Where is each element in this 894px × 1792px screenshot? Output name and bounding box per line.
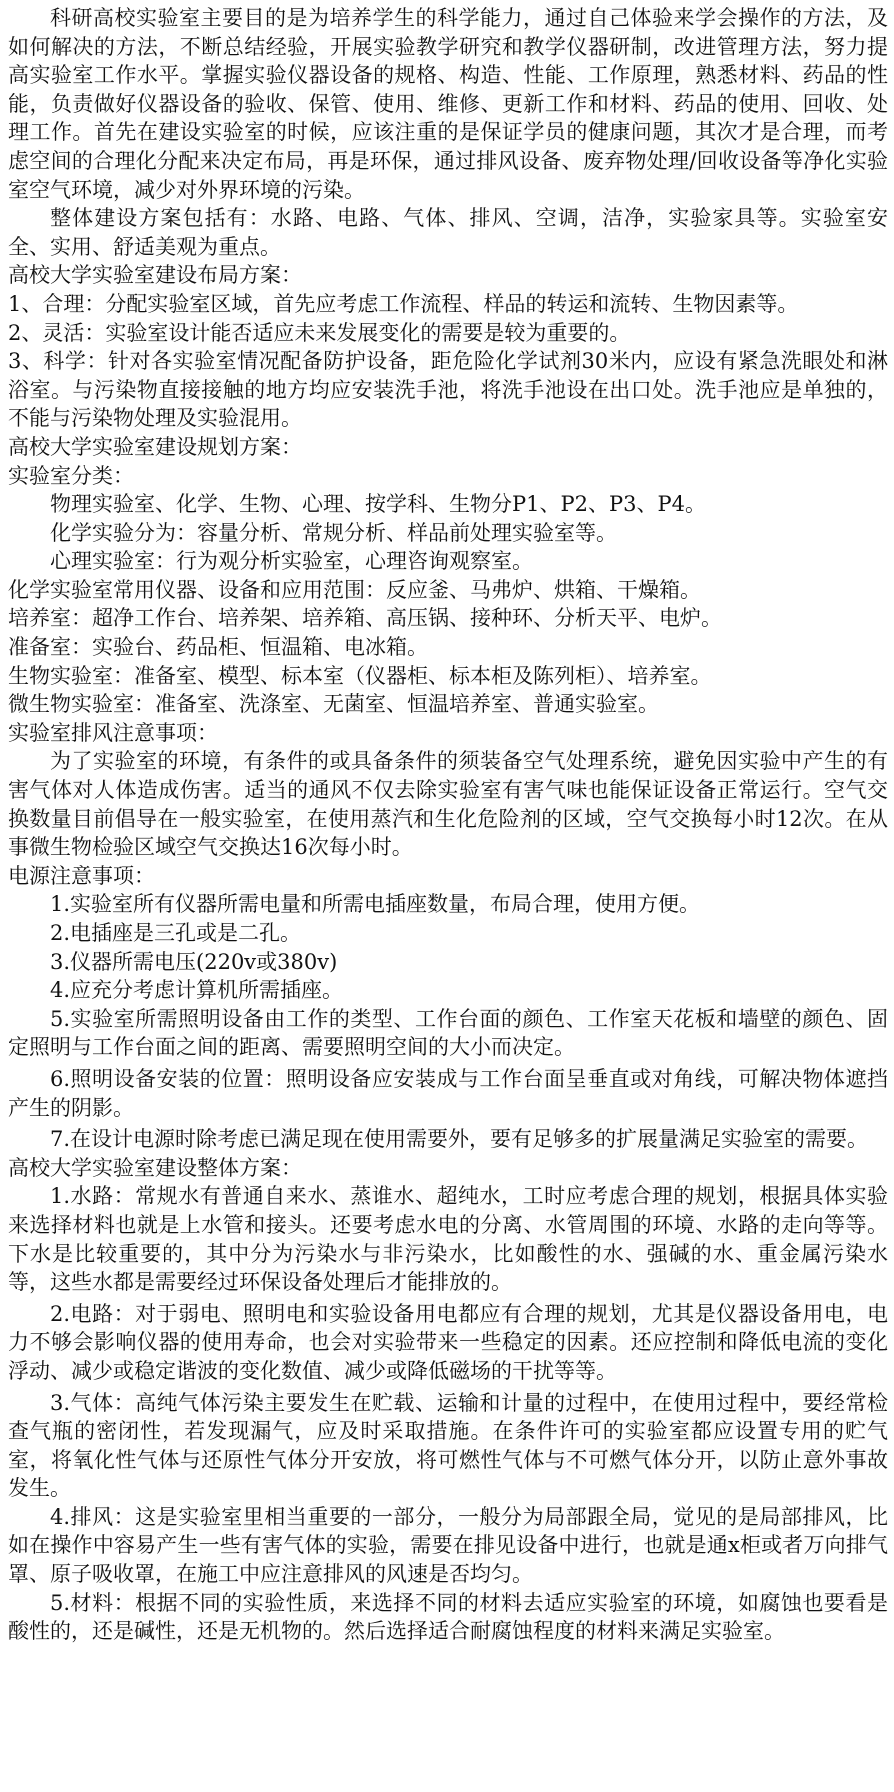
paragraph-5: 2、灵活：实验室设计能否适应未来发展变化的需要是较为重要的。 [8,320,631,345]
paragraph-1: 科研高校实验室主要目的是为培养学生的科学能力，通过自己体验来学会操作的方法，及如何解决的方法，不断总结经验，开展实验教学研究和教学仪器研制，改进管理方法，努力提高实验室工作水平。掌握实验仪器设备的规格、构造、性能、工作原理，熟悉材料、药品的性能，负责做好仪器设备的验收、保管、使用、维修、更新工作和材料、药品的使用、回收、处理工作。首先在建设实验室的时候，应该注重的是保证学员的健康问题，其次才是合理，而考虑空间的合理化分配来决定布局，再是环保，通过排风设备、废弃物处理/回收设备等净化实验室空气环境，减少对外界环境的污染。 [8,6,888,202]
paragraph-2: 整体建设方案包括有：水路、电路、气体、排风、空调，洁净，实验家具等。实验室安全、实用、舒适美观为重点。 [8,206,888,259]
paragraph-30: 3.气体：高纯气体污染主要发生在贮载、运输和计量的过程中，在使用过程中，要经常检查气瓶的密闭性，若发现漏气，应及时采取措施。在条件许可的实验室都应设置专用的贮气室，将氧化性气体与还原性气体分开安放，将可燃性气体与不可燃气体分开，以防止意外事故发生。 [8,1390,888,1501]
paragraph-17: 实验室排风注意事项： [8,720,218,745]
paragraph-10: 化学实验分为：容量分析、常规分析、样品前处理实验室等。 [50,520,617,545]
paragraph-14: 准备室：实验台、药品柜、恒温箱、电冰箱。 [8,635,428,660]
paragraph-28: 1.水路：常规水有普通自来水、蒸谁水、超纯水，工时应考虑合理的规划，根据具体实验来选择材料也就是上水管和接头。还要考虑水电的分离、水管周围的环境、水路的走向等等。下水是比较重要的，其中分为污染水与非污染水，比如酸性的水、强碱的水、重金属污染水等，这些水都是需要经过环保设备处理后才能排放的。 [8,1184,888,1295]
paragraph-12: 化学实验室常用仪器、设备和应用范围：反应釜、马弗炉、烘箱、干燥箱。 [8,577,701,602]
paragraph-21: 2.电插座是三孔或是二孔。 [50,921,302,945]
paragraph-7: 高校大学实验室建设规划方案： [8,434,302,459]
paragraph-22: 3.仪器所需电压(220v或380v) [50,949,338,974]
paragraph-18: 为了实验室的环境，有条件的或具备条件的须装备空气处理系统，避免因实验中产生的有害气体对人体造成伤害。适当的通风不仅去除实验室有害气味也能保证设备正常运行。空气交换数量目前倡导在一般实验室，在使用蒸汽和生化危险剂的区域，空气交换每小时12次。在从事微生物检验区域空气交换达16次每小时。 [8,749,888,860]
paragraph-6: 3、科学：针对各实验室情况配备防护设备，距危险化学试剂30米内，应设有紧急洗眼处和淋浴室。与污染物直接接触的地方均应安装洗手池，将洗手池设在出口处。洗手池应是单独的，不能与污染物处理及实验混用。 [8,349,888,431]
paragraph-3: 高校大学实验室建设布局方案： [8,263,302,288]
paragraph-26: 7.在设计电源时除考虑已满足现在使用需要外，要有足够多的扩展量满足实验室的需要。 [50,1127,869,1152]
paragraph-20: 1.实验室所有仪器所需电量和所需电插座数量，布局合理，使用方便。 [50,892,701,917]
paragraph-16: 微生物实验室：准备室、洗涤室、无菌室、恒温培养室、普通实验室。 [8,692,659,717]
paragraph-23: 4.应充分考虑计算机所需插座。 [50,978,344,1003]
paragraph-24: 5.实验室所需照明设备由工作的类型、工作台面的颜色、工作室天花板和墙壁的颜色、固定照明与工作台面之间的距离、需要照明空间的大小而决定。 [8,1006,888,1060]
paragraph-25: 6.照明设备安装的位置：照明设备应安装成与工作台面呈垂直或对角线，可解决物体遮挡产生的阴影。 [8,1066,888,1120]
paragraph-19: 电源注意事项： [8,863,155,888]
paragraph-32: 5.材料：根据不同的实验性质，来选择不同的材料去适应实验室的环境，如腐蚀也要看是酸性的，还是碱性，还是无机物的。然后选择适合耐腐蚀程度的材料来满足实验室。 [8,1590,888,1644]
paragraph-8: 实验室分类： [8,463,134,488]
paragraph-4: 1、合理：分配实验室区域，首先应考虑工作流程、样品的转运和流转、生物因素等。 [8,291,799,316]
paragraph-29: 2.电路：对于弱电、照明电和实验设备用电都应有合理的规划，尤其是仪器设备用电，电力不够会影响仪器的使用寿命，也会对实验带来一些稳定的因素。还应控制和降低电流的变化浮动、减少或稳定谐波的变化数值、减少或降低磁场的干扰等等。 [8,1301,888,1383]
paragraph-27: 高校大学实验室建设整体方案： [8,1155,302,1180]
paragraph-9: 物理实验室、化学、生物、心理、按学科、生物分P1、P2、P3、P4。 [50,492,706,517]
paragraph-11: 心理实验室：行为观分析实验室，心理咨询观察室。 [50,549,533,574]
paragraph-31: 4.排风：这是实验室里相当重要的一部分，一般分为局部跟全局，觉见的是局部排风，比如在操作中容易产生一些有害气体的实验，需要在排见设备中进行，也就是通x柜或者万向排气罩、原子吸收罩，在施工中应注意排风的风速是否均匀。 [8,1504,888,1587]
paragraph-13: 培养室：超净工作台、培养架、培养箱、高压锅、接种环、分析天平、电炉。 [8,606,722,631]
paragraph-15: 生物实验室：准备室、模型、标本室（仪器柜、标本柜及陈列柜）、培养室。 [8,663,712,688]
